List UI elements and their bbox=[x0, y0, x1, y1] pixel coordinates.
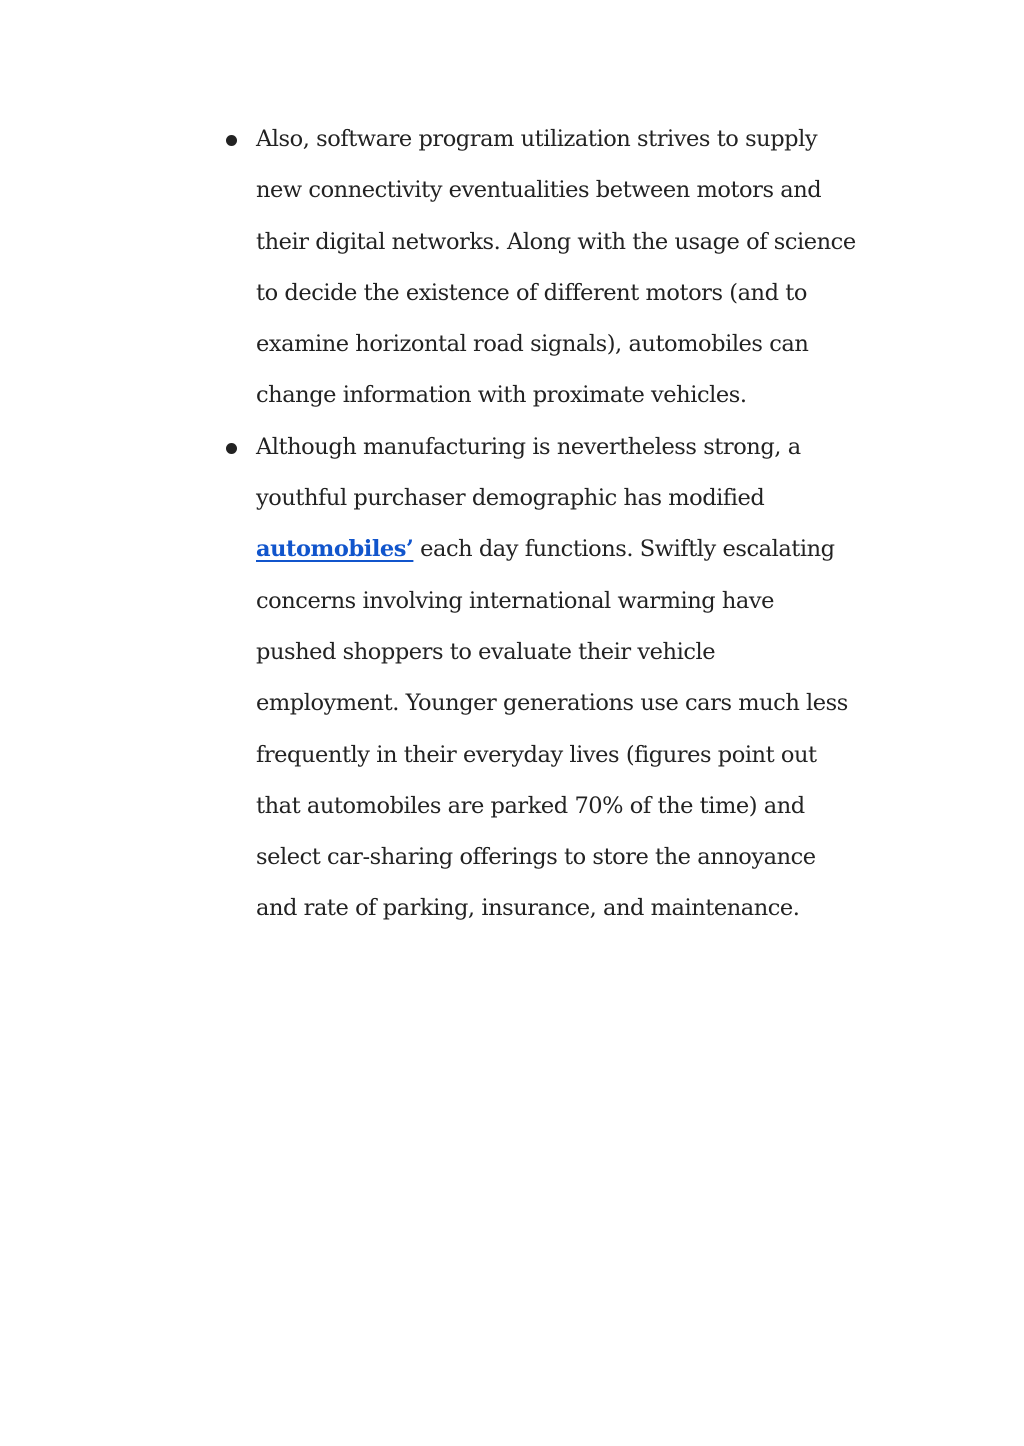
text-line: concerns involving international warming have bbox=[256, 587, 775, 614]
text-line: employment. Younger generations use cars much less bbox=[256, 690, 848, 717]
text-line: Also, software program utilization strives to supply bbox=[256, 126, 818, 152]
text-line: and rate of parking, insurance, and maintenance. bbox=[256, 895, 800, 922]
text-line: examine horizontal road signals), automobiles can bbox=[256, 331, 809, 358]
text-line: Although manufacturing is nevertheless strong, a bbox=[256, 433, 801, 460]
text-line-with-link bbox=[256, 524, 882, 575]
text-line-rest: each day functions. Swiftly escalating bbox=[413, 536, 835, 563]
list-item bbox=[222, 422, 882, 935]
text-line: to decide the existence of different motors (and to bbox=[256, 279, 807, 306]
text-line: that automobiles are parked 70% of the time) and bbox=[256, 792, 805, 819]
text-line: youthful purchaser demographic has modified bbox=[256, 485, 765, 512]
bullet-list bbox=[222, 114, 882, 935]
text-line: change information with proximate vehicles. bbox=[256, 382, 747, 409]
text-line: frequently in their everyday lives (figures point out bbox=[256, 741, 817, 768]
automobiles-link[interactable]: automobiles’ bbox=[256, 536, 414, 563]
bullet-dot-icon bbox=[226, 135, 237, 146]
bullet-dot-icon bbox=[226, 443, 237, 454]
text-line: their digital networks. Along with the usage of science bbox=[256, 228, 856, 255]
text-line: new connectivity eventualities between motors and bbox=[256, 177, 822, 204]
list-item bbox=[222, 114, 882, 422]
text-line: select car-sharing offerings to store the annoyance bbox=[256, 844, 816, 871]
text-line: pushed shoppers to evaluate their vehicle bbox=[256, 638, 716, 665]
